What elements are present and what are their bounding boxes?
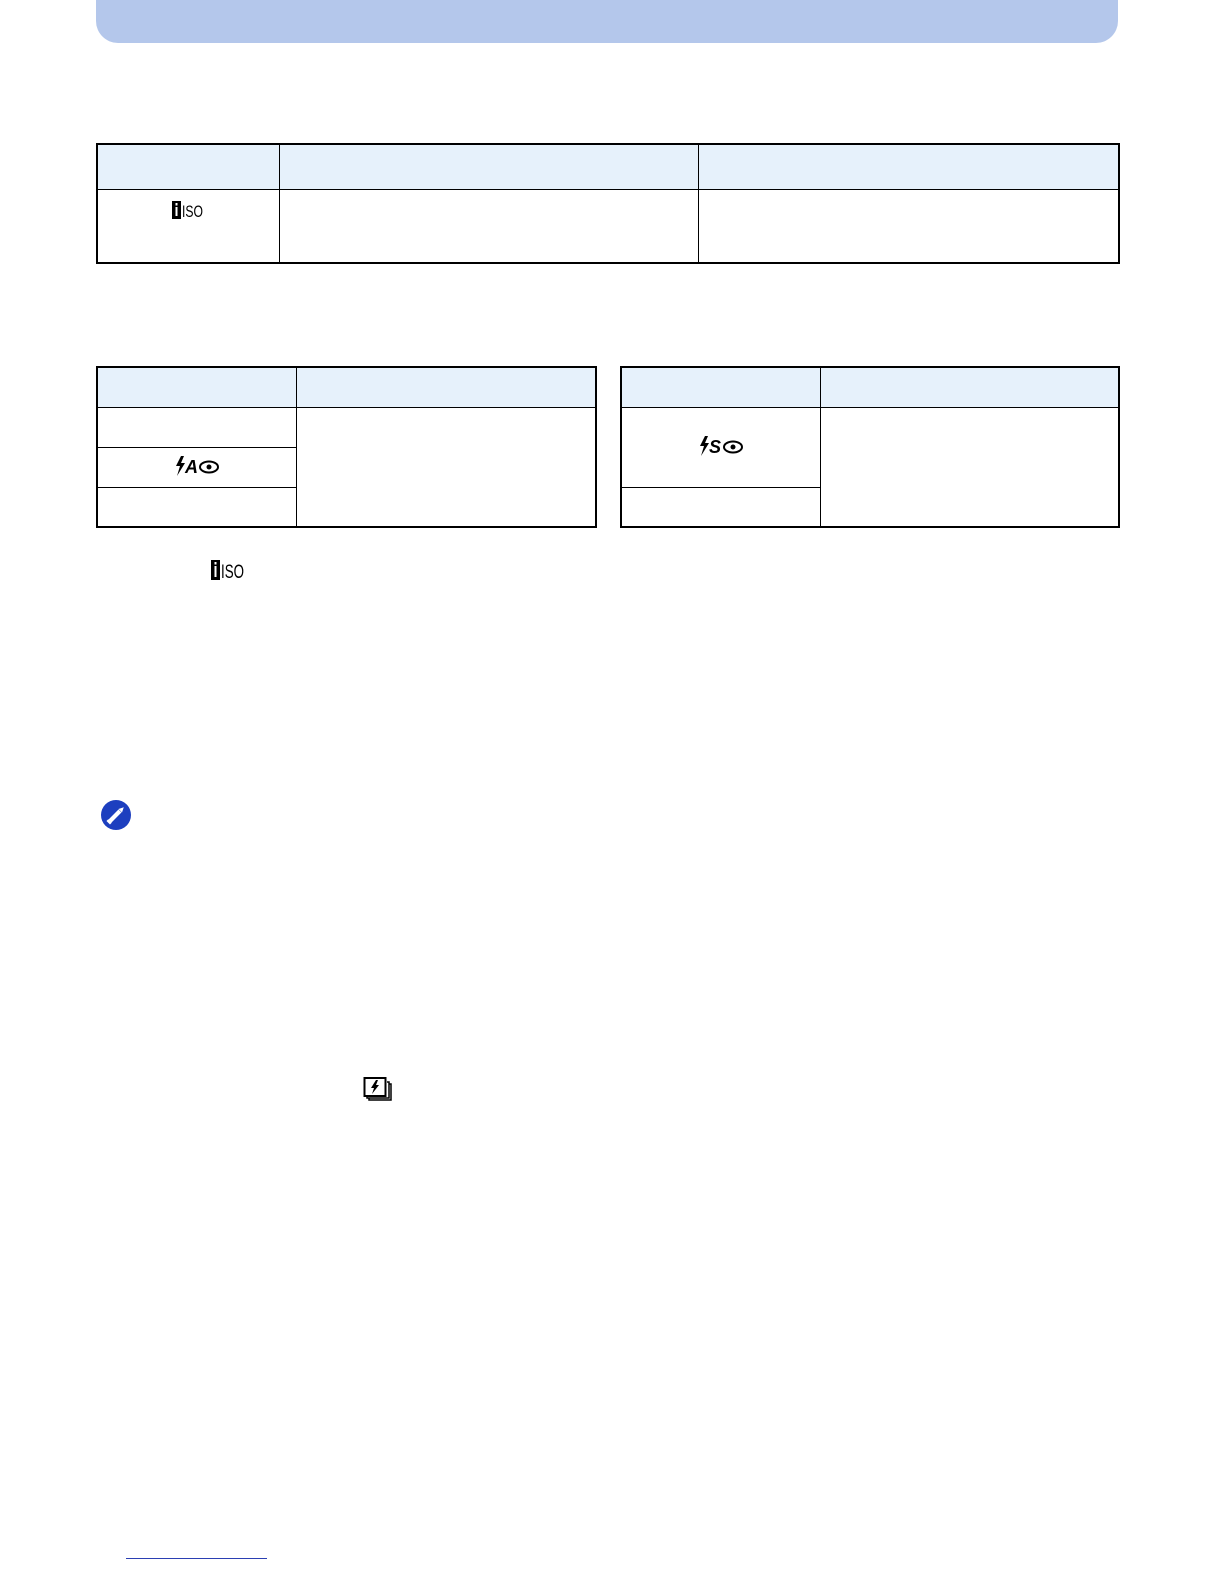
- flash-burst-icon: [363, 1076, 393, 1102]
- svg-text:S: S: [708, 436, 721, 457]
- iso-table: [96, 143, 1120, 264]
- table-cell: [279, 189, 698, 263]
- table-row: [97, 407, 596, 447]
- table-header-cell: [279, 144, 698, 189]
- table-cell: [97, 487, 296, 527]
- table-cell: [97, 407, 296, 447]
- table-cell-icon: [97, 189, 279, 263]
- flash-table-right: [620, 366, 1120, 528]
- table-cell-merged: [296, 407, 596, 527]
- note-pencil-icon: [100, 799, 132, 831]
- table-header-cell: [97, 144, 279, 189]
- table-header-row: [97, 144, 1119, 189]
- table-header-row: [97, 367, 596, 407]
- flash-table-left: [96, 366, 597, 528]
- table-row: [621, 407, 1119, 487]
- intelligent-iso-icon: [211, 559, 245, 581]
- table-cell-icon: [97, 447, 296, 487]
- intelligent-iso-icon: [172, 200, 204, 220]
- svg-text:A: A: [184, 456, 198, 477]
- flash-auto-red-eye-icon: [174, 455, 220, 477]
- table-cell: [621, 487, 820, 527]
- table-header-cell: [296, 367, 596, 407]
- svg-text:ISO: ISO: [182, 201, 204, 221]
- table-header-cell: [621, 367, 820, 407]
- svg-text:ISO: ISO: [221, 562, 244, 583]
- header-band: [96, 0, 1118, 43]
- table-cell-icon: [621, 407, 820, 487]
- flash-slow-sync-red-eye-icon: [698, 435, 744, 457]
- footer-link[interactable]: [126, 1558, 267, 1559]
- table-row: [97, 189, 1119, 263]
- table-header-cell: [97, 367, 296, 407]
- table-header-cell: [820, 367, 1119, 407]
- table-cell-merged: [820, 407, 1119, 527]
- table-cell: [698, 189, 1119, 263]
- table-header-row: [621, 367, 1119, 407]
- table-header-cell: [698, 144, 1119, 189]
